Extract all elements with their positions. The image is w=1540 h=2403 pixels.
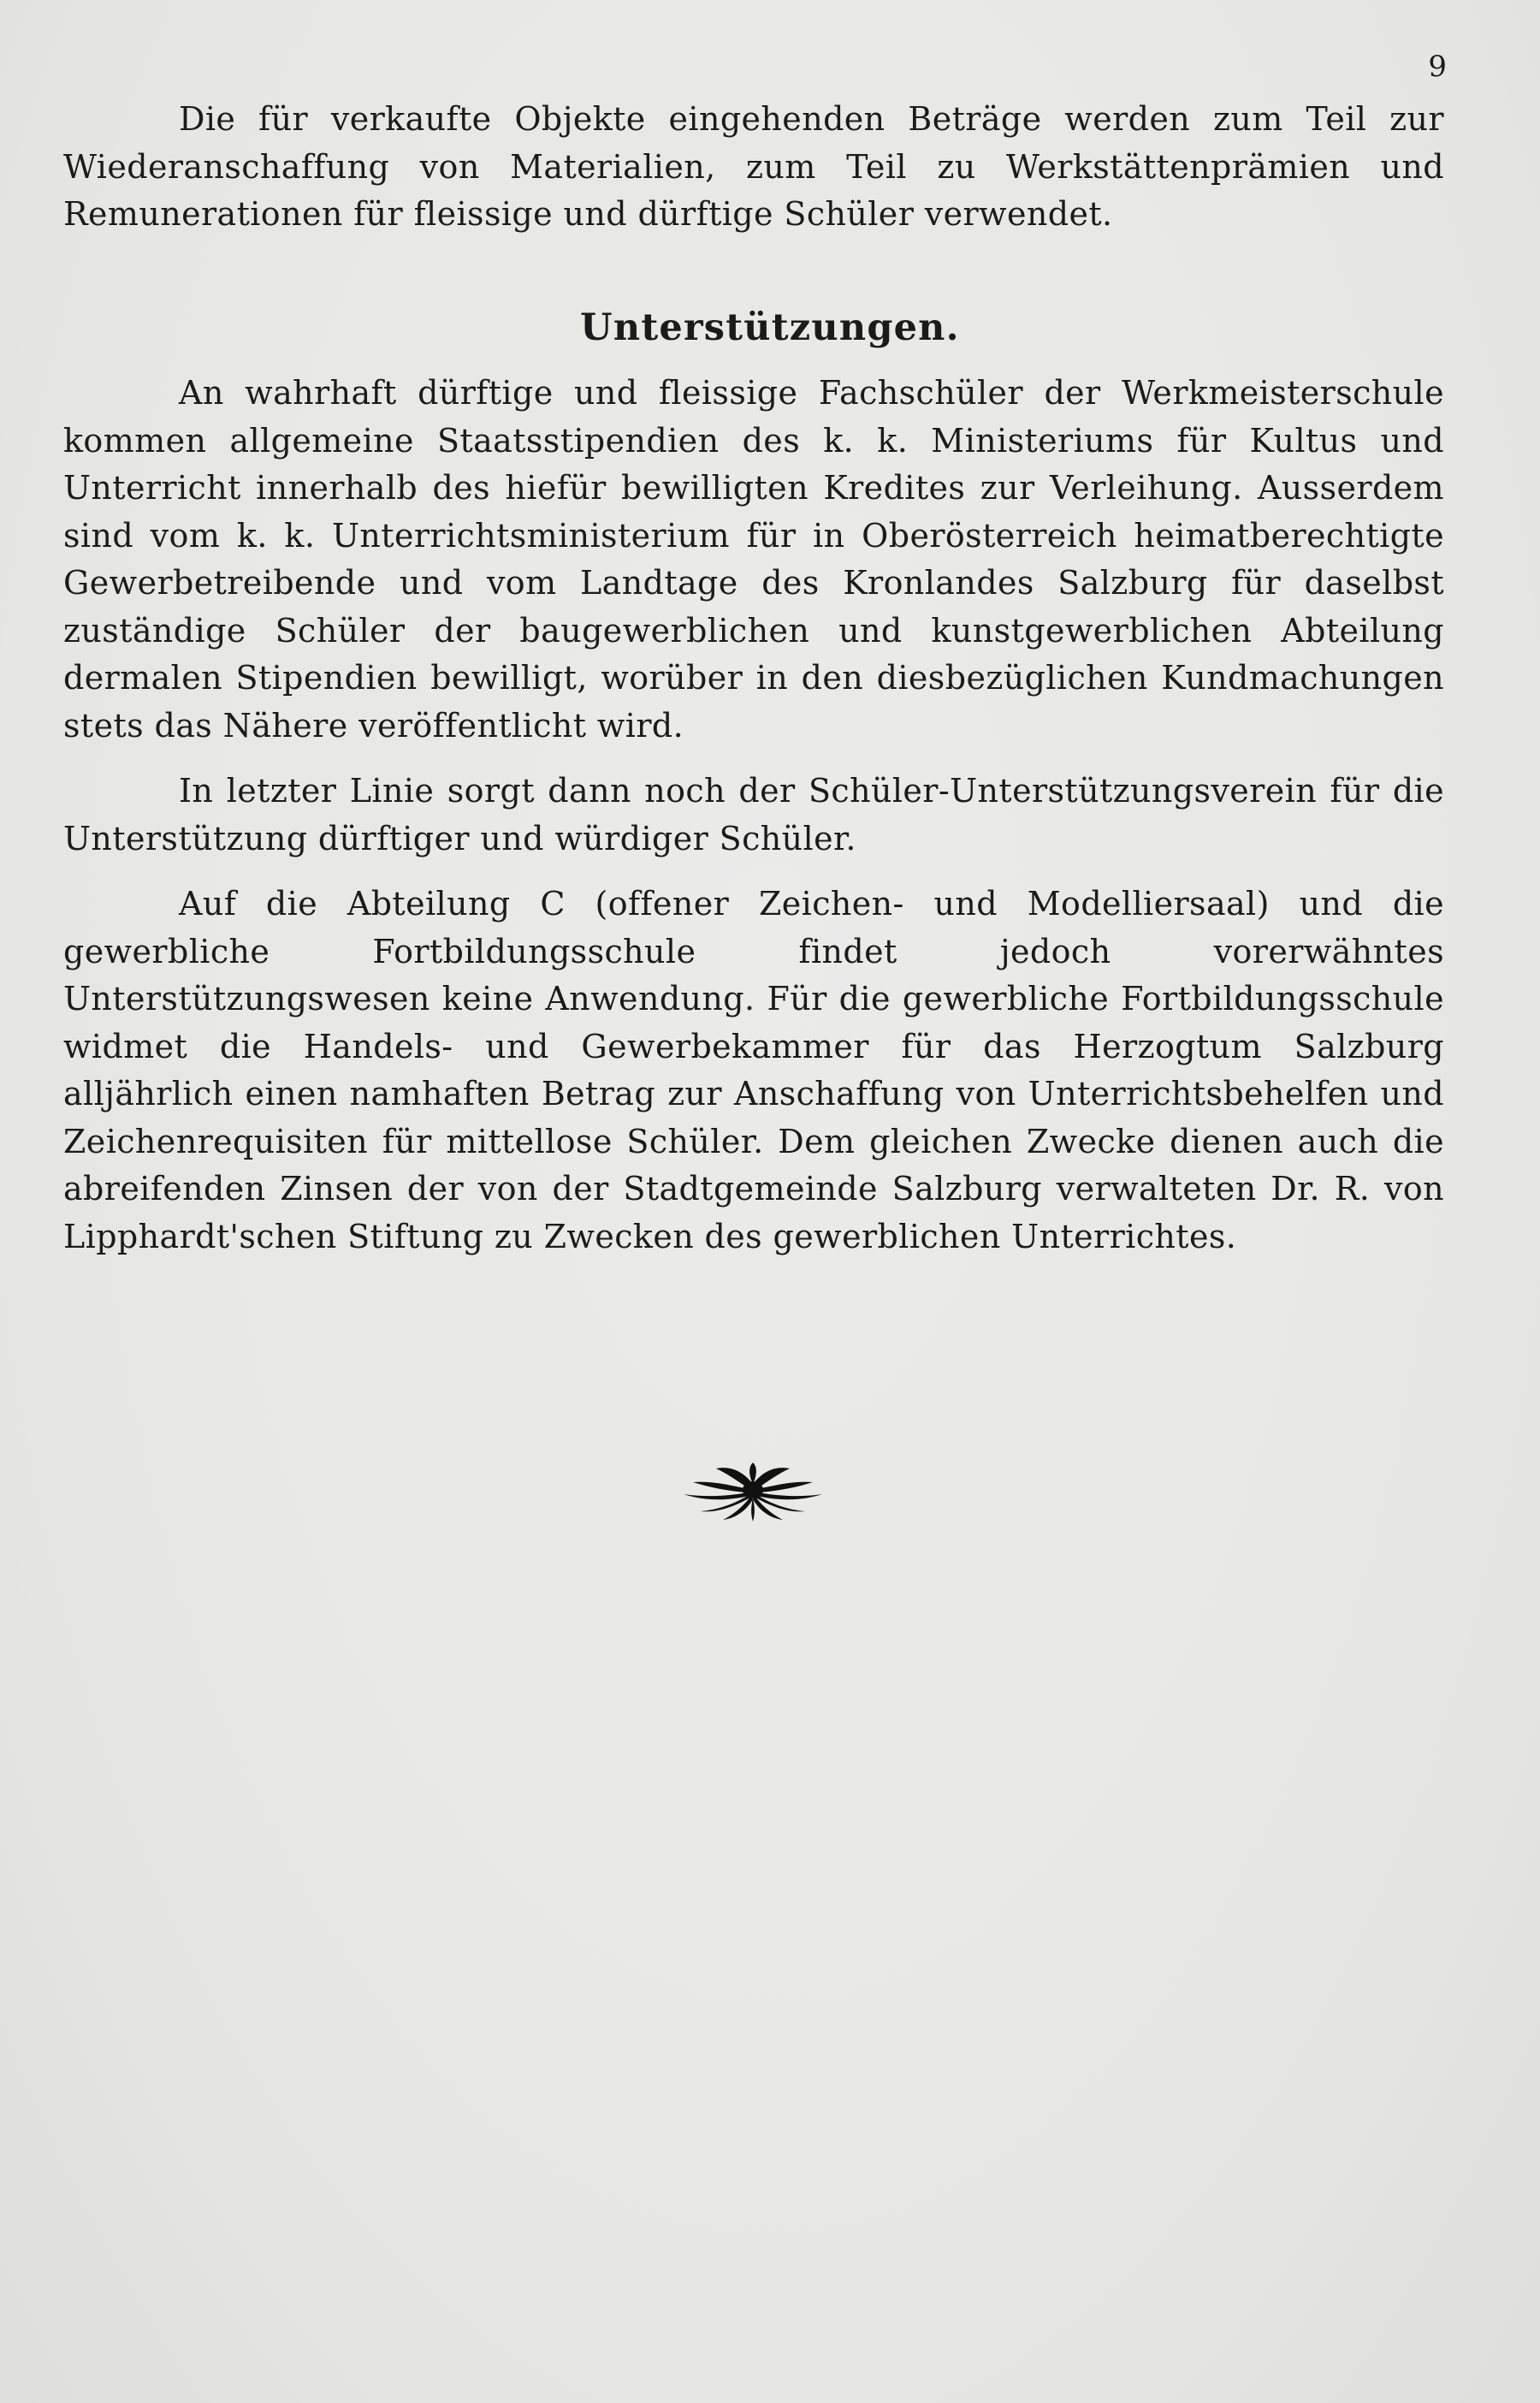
paragraph-exceptions: Auf die Abteilung C (offener Zeichen- und Modelliersaal) und die gewerbliche Fortbildungsschule findet jedoch vorerwähntes Unterstützungswesen keine Anwendung. Für die gewerbliche Fortbildungsschule widmet die Handels- und Gewerbekammer für das Herzogtum Salzburg alljährlich einen namhaften Betrag zur Anschaffung von Unterrichtsbehelfen und Zeichenrequisiten für mittellose Schüler. Dem gleichen Zwecke dienen auch die abreifenden Zinsen der von der Stadtgemeinde Salzburg verwalteten Dr. R. von Lipphardt'schen Stiftung zu Zwecken des gewerblichen Unterrichtes. — [63, 885, 1444, 1255]
intro-section — [63, 96, 1444, 239]
paragraph-scholarships: An wahrhaft dürftige und fleissige Fachschüler der Werkmeisterschule kommen allgemeine Staatsstipendien des k. k. Ministeriums für Kultus und Unterricht innerhalb des hiefür bewilligten Kredites zur Verleihung. Ausserdem sind vom k. k. Unterrichtsministerium für in Oberösterreich heimatberechtigte Gewerbetreibende und vom Landtage des Kronlandes Salzburg für daselbst zuständige Schüler der baugewerblichen und kunstgewerblichen Abteilung dermalen Stipendien bewilligt, worüber in den diesbezüglichen Kundmachungen stets das Nähere veröffentlicht wird. — [63, 374, 1444, 745]
intro-paragraph: Die für verkaufte Objekte eingehenden Beträge werden zum Teil zur Wiederanschaffung von Materialien, zum Teil zu Werkstättenprämien und Remunerationen für fleissige und dürftige Schüler verwendet. — [63, 100, 1444, 233]
section-body — [63, 370, 1444, 1261]
section-heading: Unterstützungen. — [580, 306, 960, 349]
page-number: 9 — [1428, 50, 1448, 84]
paragraph-support-association: In letzter Linie sorgt dann noch der Schüler-Unterstützungsverein für die Unterstützung dürftiger und würdiger Schüler. — [63, 772, 1444, 857]
fleuron-icon — [680, 1462, 826, 1523]
